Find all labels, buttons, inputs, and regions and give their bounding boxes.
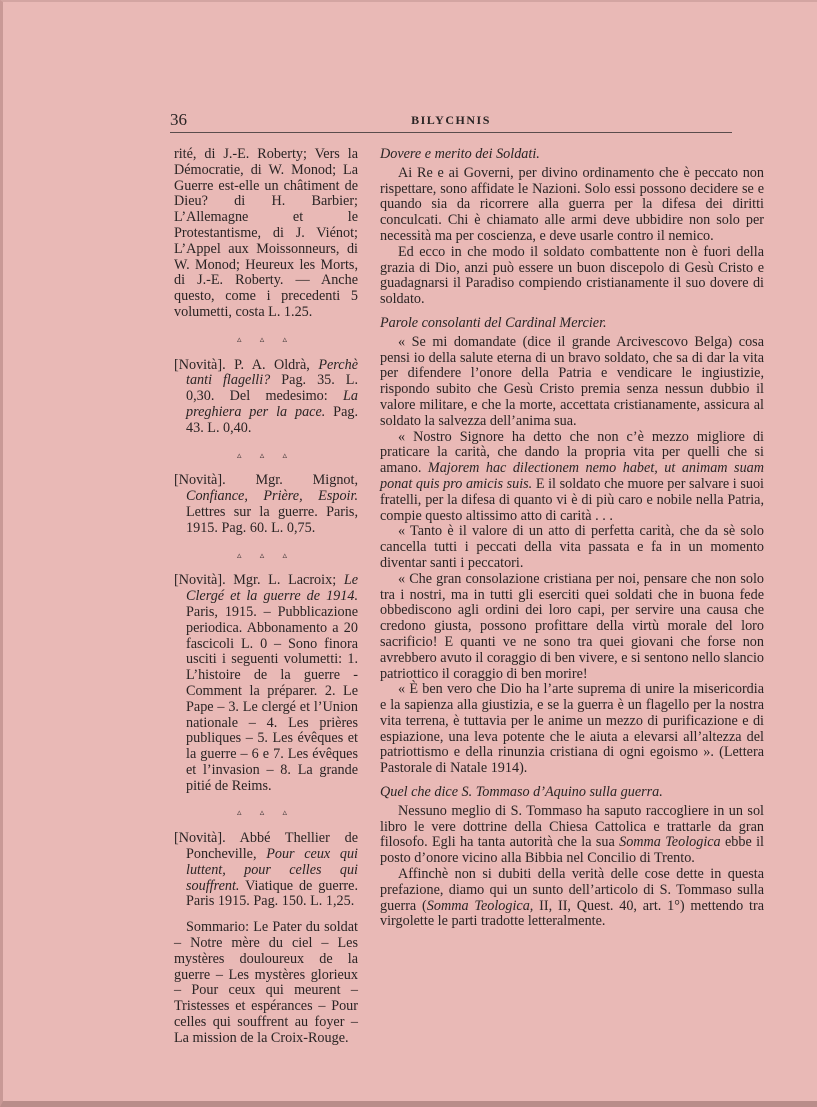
running-head: BILYCHNIS (411, 113, 491, 127)
entry-text: Mgr. L. Lacroix; (225, 572, 344, 589)
paragraph-text: II, II, Quest. 40, art. 1°) mettendo tra virgolette le parti tradotte letteralmente. (380, 897, 764, 930)
entry-title: Pour ceux qui luttent, pour celles qui souffrent. (186, 846, 358, 894)
entry-title: La preghiera per la pace. (186, 388, 358, 420)
intro-paragraph: rité, di J.-E. Roberty; Vers la Démocratie, di W. Monod; La Guerre est-elle un châtiment de Dieu? di H. Barbier; L’Allemagne et le Protestantisme, di J. Viénot; L’Appel aux Moissonneurs, di W. Monod; Heureux les Morts, di J.-E. Roberty. — Anche questo, come i precedenti 5 volumetti, costa L. 1.25. (174, 146, 358, 320)
section-title-mercier: Parole consolanti del Cardinal Mercier. (380, 314, 607, 331)
entry-text: P. A. Oldrà, (225, 356, 319, 373)
paragraph: « Tanto è il valore di un atto di perfetta carità, che da sè solo cancella tutti i peccati della vita passata e fa in un momento diventar santi i peccatori. (380, 523, 764, 571)
paragraph-text: « Nostro Signore ha detto che non c’è mezzo migliore di praticare la carità, che dando la propria vita per quelli che si amano. (380, 428, 764, 477)
entry-poncheville (174, 831, 358, 910)
paragraph (380, 804, 764, 867)
entry-text: Pag. 43. L. 0,40. (186, 403, 359, 436)
entry-text: Paris, 1915. – Pubblicazione periodica. Abbonamento a 20 fascicoli L. 0 – Sono finora usciti i seguenti volumetti: 1. L’histoire de la guerre - Comment la préparer. 2. Le Pape – 3. Le clergé et l’Union nationale – 4. Les prières publiques – 5. Les évêques et la guerre – 6 e 7. Les évêques et l’invasion – 8. La grande pitié de Reims. (186, 603, 358, 794)
paragraph-text: Nessuno meglio di S. Tommaso ha saputo raccogliere in un sol libro le vere dottrine della Chiesa Cattolica e trattarle da gran filosofo. Egli ha tanta autorità che la sua (380, 802, 764, 851)
entry-text: Lettres sur la guerre. Paris, 1915. Pag. 60. L. 0,75. (186, 503, 358, 536)
entry-text: Mgr. Mignot, (225, 472, 358, 489)
entry-tag: [Novità]. (174, 472, 226, 489)
entry-oldra (174, 358, 358, 437)
separator: ▵ ▵ ▵ (236, 449, 296, 460)
entry-title: Le Clergé et la guerre de 1914. (186, 572, 358, 605)
entry-tag: [Novità]. (174, 356, 226, 373)
entry-title: Perchè tanti flagelli? (186, 356, 358, 389)
entry-text: Viatique de guerre. Paris 1915. Pag. 150. L. 1,25. (186, 877, 358, 910)
page-number: 36 (170, 110, 187, 129)
paragraph: « Che gran consolazione cristiana per noi, pensare che non solo tra i nostri, ma in tutti gli eserciti quei soldati che in buona fede obbediscono agli ordini dei loro capi, per servire una causa che credono giusta, possono profittare della virtù morale del loro sacrificio! E quanti ve ne sono tra quei giovani che forse non avrebbero avuto il coraggio di ben vivere, e si sentono nello slancio patriottico il coraggio di ben morire! (380, 570, 764, 682)
paragraph: Ed ecco in che modo il soldato combattente non è fuori della grazia di Dio, anzi può essere un buon discepolo di Gesù Cristo e guadagnarsi il Paradiso compiendo cristianamente il suo dovere di soldato. (380, 243, 764, 308)
paragraph (380, 430, 764, 525)
paragraph-text: Affinchè non si dubiti della verità delle cose dette in questa prefazione, diamo qui un sunto dell’articolo di S. Tommaso sulla guerra ( (380, 866, 764, 914)
book-title: Somma Teologica (619, 834, 721, 851)
right-column (380, 147, 764, 930)
separator: ▵ ▵ ▵ (236, 333, 296, 344)
separator: ▵ ▵ ▵ (236, 807, 296, 818)
sommario-paragraph: Sommario: Le Pater du soldat – Notre mère du ciel – Les mystères douloureux de la guerre – Les mystères glorieux – Pour ceux qui meurent – Tristesses et espérances – Pour celles qui souffrent au foyer – La mission de la Croix-Rouge. (174, 919, 358, 1046)
section-title-tommaso: Quel che dice S. Tommaso d’Aquino sulla guerra. (380, 784, 663, 801)
entry-tag: [Novità]. (174, 572, 226, 589)
paragraph-text: E il soldato che muore per salvare i suoi fratelli, per la difesa di quanto vi è di più caro e nobile nella Patria, compie questo altissimo atto di carità . . . (380, 475, 764, 524)
entry-text: Pag. 35. L. 0,30. Del medesimo: (186, 372, 358, 405)
entry-lacroix (174, 573, 358, 794)
paragraph-text: ebbe il posto d’onore vicino alla Bibbia nel Concilio di Trento. (380, 834, 764, 867)
paragraph (380, 867, 764, 930)
latin-quote: Majorem hac dilectionem nemo habet, ut animam suam ponat quis pro amicis suis. (380, 460, 765, 492)
paragraph: « È ben vero che Dio ha l’arte suprema di unire la misericordia e la sapienza alla giustizia, e se la guerra è un flagello per la nostra vita terrena, è tuttavia per le anime un mezzo di purificazione e di espiazione, una leva potente che le aiuta a elevarsi all’altezza del patriottismo e della rinunzia cristiana di ogni egoismo ». (Lettera Pastorale di Natale 1914). (380, 681, 764, 777)
entry-title: Confiance, Prière, Espoir. (186, 488, 358, 505)
left-column (174, 147, 358, 1047)
section-title-doveri: Dovere e merito dei Soldati. (380, 146, 540, 162)
entry-mignot (174, 473, 358, 536)
paragraph: Ai Re e ai Governi, per divino ordinamento che è peccato non rispettare, sono affidate le Nazioni. Solo essi possono decidere se e quando sia da ricorrere alla guerra per la difesa dei diritti conculcati. Chi è chiamato alle armi deve ubbidire non solo per necessità ma per coscienza, e deve usarle contro il nemico. (380, 164, 764, 244)
entry-text: Abbé Thellier de Poncheville, (186, 830, 358, 863)
separator: ▵ ▵ ▵ (236, 549, 296, 560)
page-header (170, 110, 732, 133)
book-title: Somma Teologica, (426, 897, 534, 914)
entry-tag: [Novità]. (174, 830, 226, 847)
paragraph: « Se mi domandate (dice il grande Arcivescovo Belga) cosa pensi io della salute eterna di un bravo soldato, che sa di dar la vita per difendere l’onore della Patria e vendicare le ingiustizie, rispondo subito che Gesù Cristo premia senza nessun dubbio il valore militare, e che la morte, accettata cristianamente, assicura al soldato la salvezza dell’anima sua. (380, 333, 764, 429)
